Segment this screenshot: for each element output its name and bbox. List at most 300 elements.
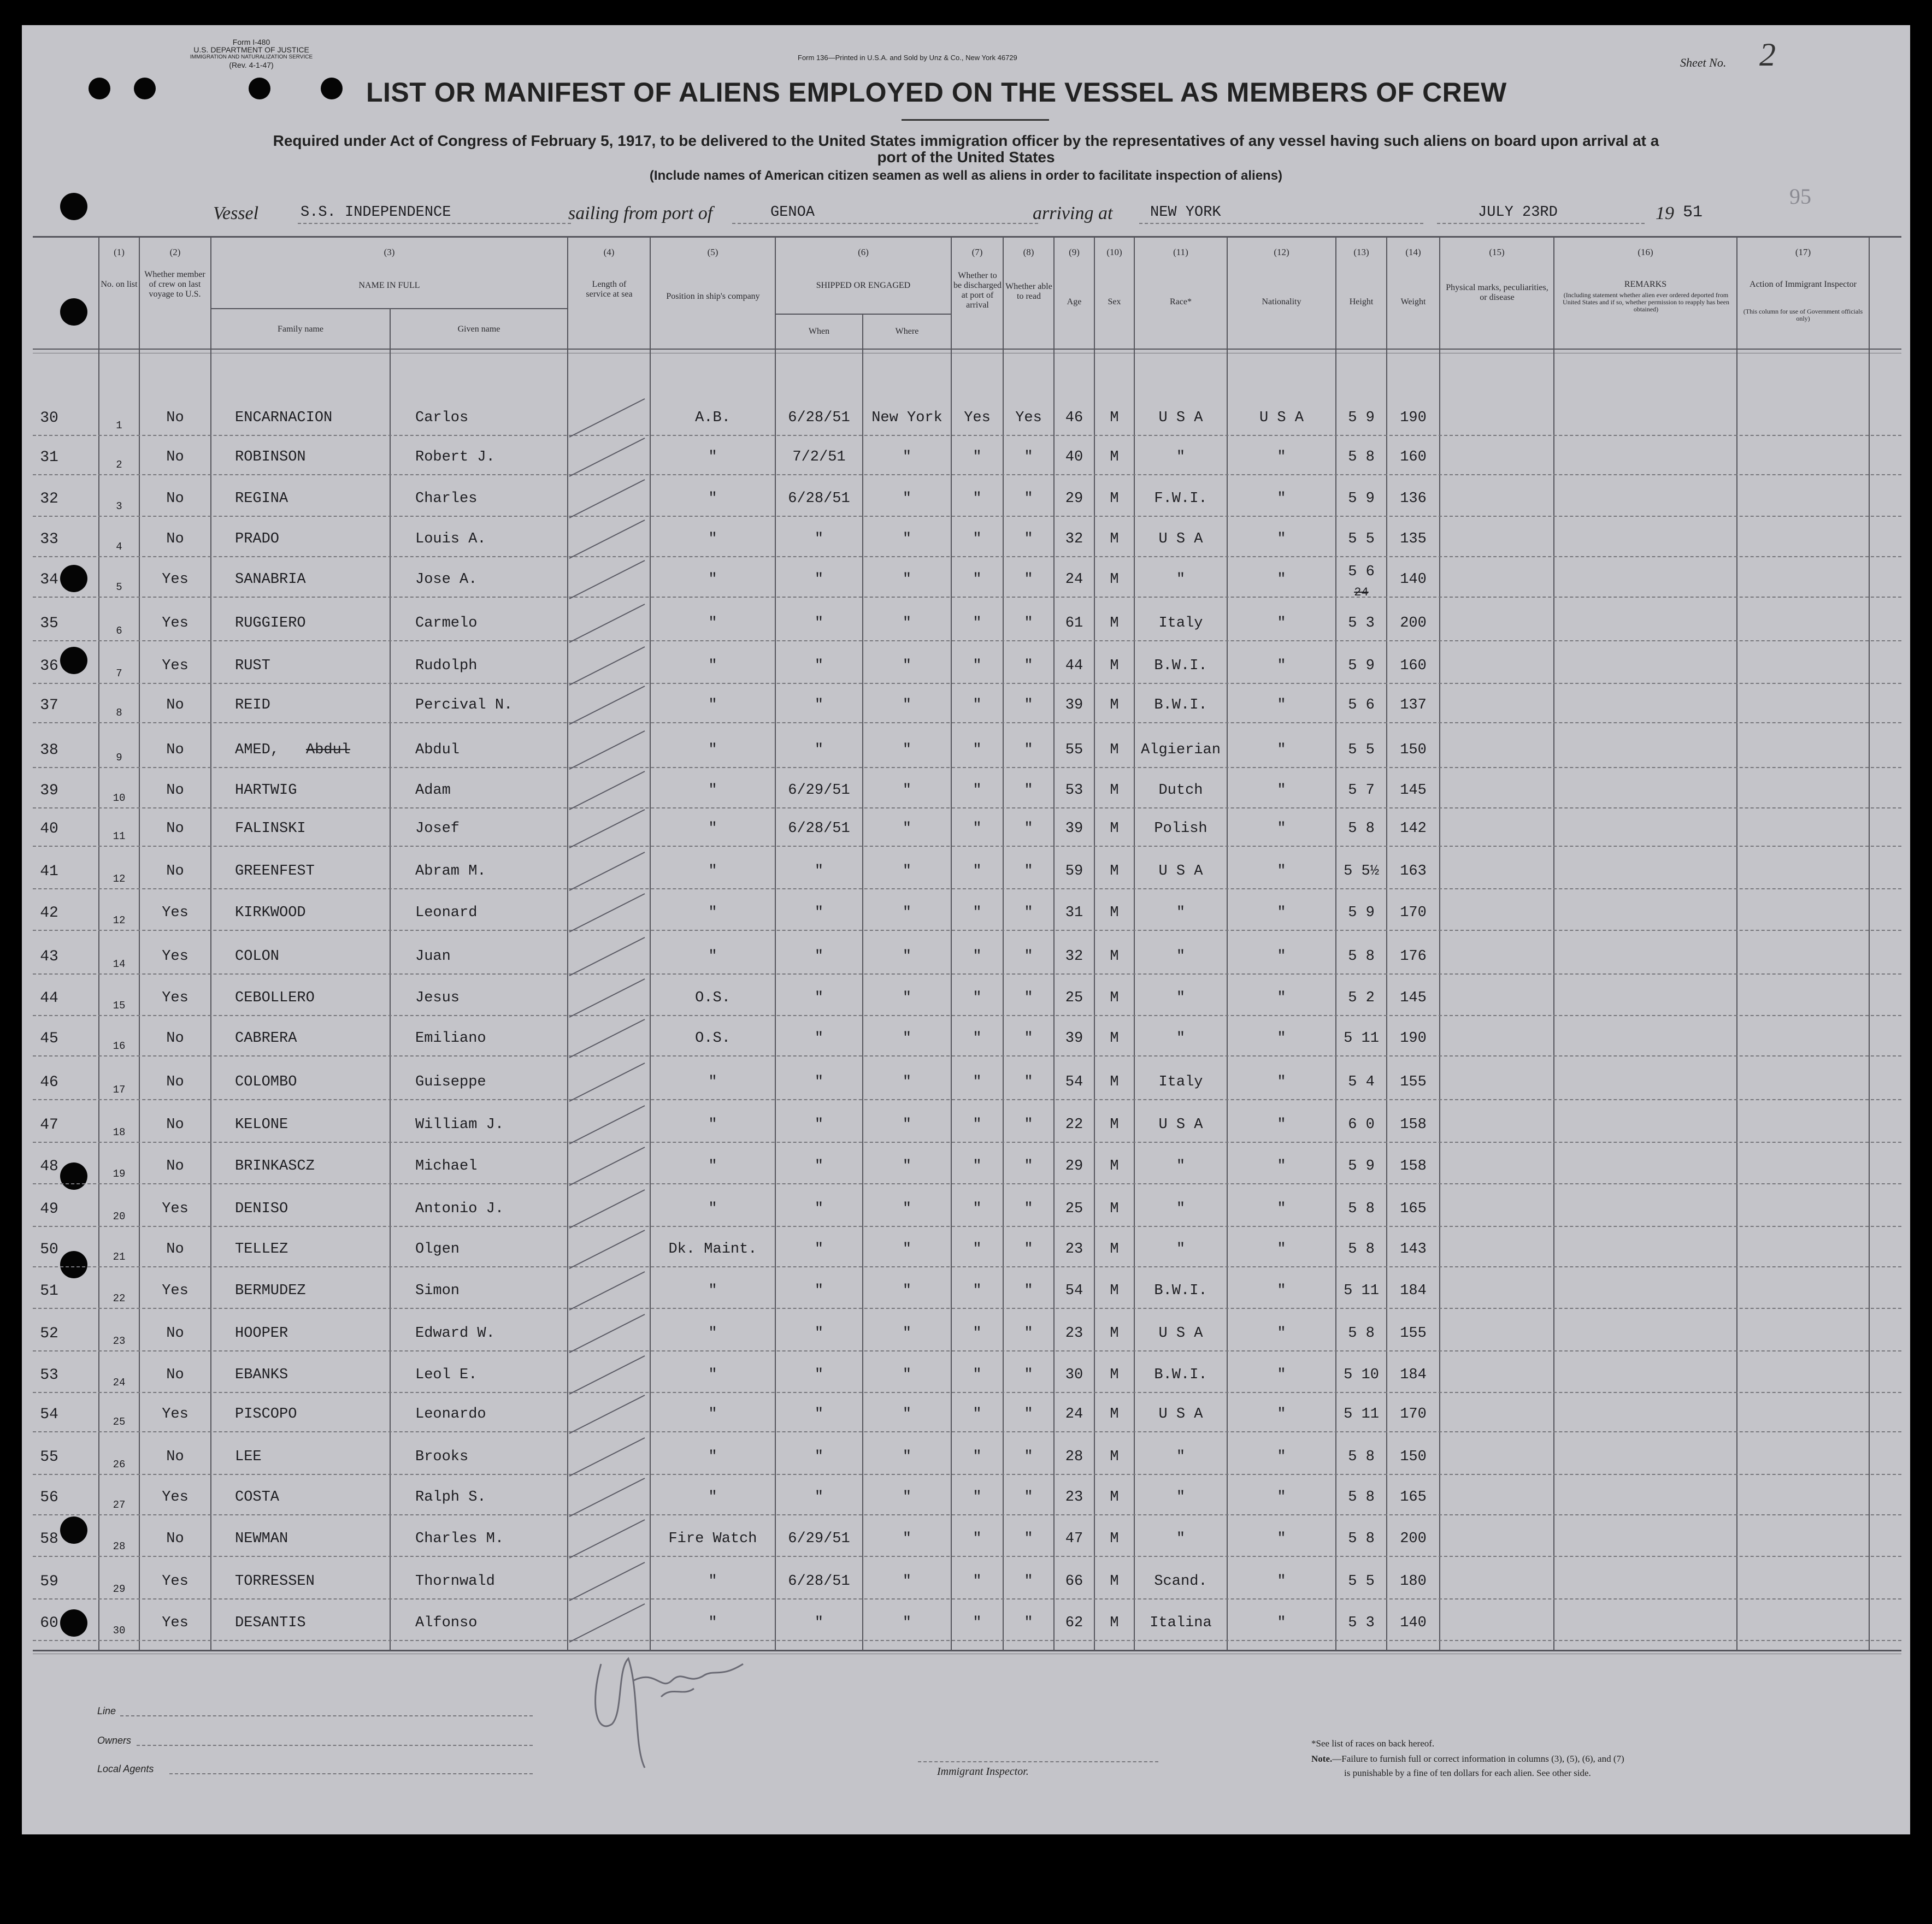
- cell-read: ": [1024, 1241, 1033, 1258]
- cell-sex: M: [1110, 658, 1119, 674]
- col-given-name: Given name: [457, 324, 500, 334]
- cell-height: 5 9: [1348, 491, 1375, 507]
- cell-age: 44: [1065, 658, 1083, 674]
- cell-crew: No: [166, 449, 184, 465]
- row-rule: [33, 973, 1901, 975]
- row-rule: [33, 1431, 1901, 1432]
- cell-sex: M: [1110, 531, 1119, 547]
- punch-hole: [60, 193, 87, 220]
- cell-seq: 37: [40, 697, 58, 714]
- cell-family: FALINSKI: [235, 821, 306, 837]
- cell-family: CEBOLLERO: [235, 990, 315, 1006]
- cell-seq: 33: [40, 531, 58, 548]
- cell-when: ": [814, 1325, 824, 1342]
- cell-weight: 150: [1400, 1449, 1427, 1465]
- cell-family: DESANTIS: [235, 1615, 306, 1631]
- cell-disch: ": [973, 1406, 982, 1423]
- cell-crew: No: [166, 863, 184, 880]
- pencil-tick: [569, 810, 645, 848]
- row-rule: [33, 1055, 1901, 1057]
- cell-read: ": [1024, 742, 1033, 758]
- pencil-tick: [569, 1063, 645, 1101]
- cell-nat: ": [1277, 697, 1286, 713]
- cell-weight: 190: [1400, 1030, 1427, 1047]
- cell-pos: O.S.: [695, 1030, 731, 1047]
- cell-race: U S A: [1158, 1117, 1203, 1133]
- cell-family: PRADO: [235, 531, 280, 547]
- cell-nat: ": [1277, 990, 1286, 1006]
- col-no-on-list: No. on list: [101, 280, 138, 289]
- cell-pos: ": [708, 615, 717, 632]
- pencil-tick: [569, 1147, 645, 1185]
- cell-disch: ": [973, 742, 982, 758]
- cell-race: ": [1176, 1241, 1186, 1258]
- cell-read: ": [1024, 905, 1033, 921]
- cell-crew: No: [166, 782, 184, 799]
- title-rule: [902, 119, 1049, 121]
- cell-disch: ": [973, 905, 982, 921]
- row-rule: [33, 1514, 1901, 1515]
- cell-disch: ": [973, 1531, 982, 1547]
- cell-sex: M: [1110, 821, 1119, 837]
- cell-read: ": [1024, 1573, 1033, 1590]
- cell-age: 47: [1065, 1531, 1083, 1547]
- cell-given: Guiseppe: [415, 1074, 486, 1090]
- cell-where: ": [902, 1030, 912, 1047]
- row-rule: [33, 807, 1901, 808]
- vessel-label: Vessel: [213, 203, 259, 223]
- cell-when: 6/28/51: [788, 821, 850, 837]
- cell-seq: 58: [40, 1531, 58, 1548]
- cell-sex: M: [1110, 1615, 1119, 1631]
- cell-seq: 54: [40, 1406, 58, 1423]
- cell-pos: ": [708, 948, 717, 965]
- cell-family: BERMUDEZ: [235, 1283, 306, 1299]
- cell-crew: No: [166, 1241, 184, 1258]
- cell-age: 54: [1065, 1074, 1083, 1090]
- cell-age: 23: [1065, 1325, 1083, 1342]
- cell-race: ": [1176, 1030, 1186, 1047]
- cell-crew: No: [166, 1030, 184, 1047]
- cell-seq: 44: [40, 990, 58, 1007]
- list-number: 16: [113, 1040, 126, 1052]
- cell-age: 59: [1065, 863, 1083, 880]
- cell-crew: Yes: [162, 948, 189, 965]
- col-family-name: Family name: [278, 324, 323, 334]
- sheet-number: 2: [1759, 37, 1776, 73]
- cell-nat: ": [1277, 1158, 1286, 1175]
- cell-weight: 155: [1400, 1074, 1427, 1090]
- list-number: 18: [113, 1126, 126, 1138]
- pencil-tick: [569, 979, 645, 1017]
- col2-number: (2): [169, 247, 181, 257]
- list-number: 29: [113, 1583, 126, 1595]
- cell-disch: ": [973, 782, 982, 799]
- cell-weight: 160: [1400, 449, 1427, 465]
- owners-label: Owners: [97, 1735, 132, 1746]
- cell-where: ": [902, 1325, 912, 1342]
- cell-seq: 47: [40, 1117, 58, 1134]
- printer-line: Form 136—Printed in U.S.A. and Sold by Unz & Co., New York 46729: [798, 54, 1017, 62]
- cell-when: ": [814, 1283, 824, 1299]
- cell-where: ": [902, 1406, 912, 1423]
- cell-read: ": [1024, 1283, 1033, 1299]
- col-position: Position in ship's company: [666, 292, 760, 301]
- cell-where: ": [902, 782, 912, 799]
- col-action-inspector: Action of Immigrant Inspector: [1750, 280, 1857, 289]
- cell-seq: 56: [40, 1489, 58, 1506]
- cell-where: ": [902, 1201, 912, 1217]
- pencil-tick: [569, 1314, 645, 1353]
- cell-given: Abram M.: [415, 863, 486, 880]
- cell-sex: M: [1110, 742, 1119, 758]
- cell-given: Jose A.: [415, 571, 478, 588]
- cell-race: Scand.: [1154, 1573, 1207, 1590]
- cell-crew: No: [166, 1117, 184, 1133]
- cell-family: PISCOPO: [235, 1406, 297, 1423]
- col6-number: (6): [858, 247, 869, 257]
- cell-disch: ": [973, 990, 982, 1006]
- cell-race: B.W.I.: [1154, 1283, 1207, 1299]
- pencil-tick: [569, 1356, 645, 1394]
- cell-weight: 140: [1400, 571, 1427, 588]
- cell-nat: ": [1277, 658, 1286, 674]
- cell-height: 5 6: [1348, 564, 1375, 580]
- cell-age: 55: [1065, 742, 1083, 758]
- pencil-tick: [569, 1562, 645, 1601]
- cell-seq: 30: [40, 410, 58, 427]
- cell-where: ": [902, 1158, 912, 1175]
- col-physical-marks: Physical marks, peculiarities, or disease: [1446, 283, 1548, 302]
- cell-read: ": [1024, 1531, 1033, 1547]
- department: U.S. DEPARTMENT OF JUSTICE: [193, 45, 309, 54]
- cell-weight: 190: [1400, 410, 1427, 426]
- list-number: 11: [113, 830, 126, 842]
- cell-height: 5 8: [1348, 1489, 1375, 1506]
- cell-given: Jesus: [415, 990, 460, 1006]
- col-able-to-read: Whether able to read: [1005, 282, 1052, 301]
- port-from: GENOA: [770, 204, 815, 221]
- cell-crew: No: [166, 1325, 184, 1342]
- cell-height: 5 10: [1344, 1367, 1379, 1383]
- cell-weight: 155: [1400, 1325, 1427, 1342]
- cell-height: 5 8: [1348, 1325, 1375, 1342]
- cell-height: 5 5: [1348, 742, 1375, 758]
- cell-given: Robert J.: [415, 449, 495, 465]
- col1-number: (1): [114, 247, 125, 257]
- list-number: 12: [113, 873, 126, 885]
- list-number: 14: [113, 958, 126, 970]
- row-rule: [33, 1640, 1901, 1641]
- cell-pos: ": [708, 1615, 717, 1631]
- pencil-ticks: [568, 353, 649, 1648]
- cell-nat: ": [1277, 863, 1286, 880]
- cell-age: 30: [1065, 1367, 1083, 1383]
- list-number: 24: [113, 1377, 126, 1389]
- cell-family: AMED,: [235, 742, 280, 758]
- cell-height: 5 8: [1348, 1531, 1375, 1547]
- cell-nat: U S A: [1259, 410, 1304, 426]
- cell-height: 5 6: [1348, 697, 1375, 713]
- cell-sex: M: [1110, 1325, 1119, 1342]
- races-note: *See list of races on back hereof.: [1311, 1738, 1435, 1749]
- cell-disch: ": [973, 1367, 982, 1383]
- cell-race: ": [1176, 990, 1186, 1006]
- cell-where: New York: [871, 410, 943, 426]
- cell-read: ": [1024, 1449, 1033, 1465]
- cell-height: 5 7: [1348, 782, 1375, 799]
- cell-nat: ": [1277, 948, 1286, 965]
- cell-nat: ": [1277, 1283, 1286, 1299]
- cell-age: 28: [1065, 1449, 1083, 1465]
- row-rule: [33, 516, 1901, 517]
- cell-family: BRINKASCZ: [235, 1158, 315, 1175]
- form-id-block: [175, 38, 328, 69]
- cell-age: 23: [1065, 1489, 1083, 1506]
- col-name-in-full: NAME IN FULL: [358, 281, 420, 290]
- list-number: 7: [116, 668, 122, 680]
- cell-sex: M: [1110, 905, 1119, 921]
- cell-seq: 49: [40, 1201, 58, 1218]
- cell-read: ": [1024, 1489, 1033, 1506]
- cell-crew: Yes: [162, 571, 189, 588]
- cell-race: ": [1176, 1489, 1186, 1506]
- cell-given: Alfonso: [415, 1615, 478, 1631]
- cell-where: ": [902, 658, 912, 674]
- cell-disch: ": [973, 1573, 982, 1590]
- note-label: Note.: [1311, 1754, 1333, 1764]
- cell-height: 5 5½: [1344, 863, 1379, 880]
- cell-sex: M: [1110, 863, 1119, 880]
- pencil-tick: [569, 1230, 645, 1268]
- subtitle-line-3: (Include names of American citizen seamen as well as aliens in order to facilitate inspection of aliens): [649, 168, 1283, 183]
- cell-height: 5 8: [1348, 449, 1375, 465]
- cell-disch: ": [973, 1201, 982, 1217]
- cell-when: ": [814, 1241, 824, 1258]
- cell-family: COLON: [235, 948, 280, 965]
- cell-race: ": [1176, 571, 1186, 588]
- cell-nat: ": [1277, 1117, 1286, 1133]
- cell-nat: ": [1277, 615, 1286, 632]
- cell-race: U S A: [1158, 1406, 1203, 1423]
- cell-seq: 53: [40, 1367, 58, 1384]
- cell-seq: 42: [40, 905, 58, 922]
- col-height: Height: [1349, 297, 1374, 306]
- cell-crew: Yes: [162, 1201, 189, 1217]
- cell-crew: No: [166, 531, 184, 547]
- cell-sex: M: [1110, 1117, 1119, 1133]
- cell-age: 31: [1065, 905, 1083, 921]
- cell-race: F.W.I.: [1154, 491, 1207, 507]
- col-shipped-or-engaged: SHIPPED OR ENGAGED: [816, 281, 911, 290]
- cell-crew: Yes: [162, 658, 189, 674]
- row-rule: [33, 767, 1901, 768]
- sheet-label: Sheet No.: [1680, 56, 1727, 69]
- cell-weight: 170: [1400, 1406, 1427, 1423]
- cell-race: ": [1176, 1158, 1186, 1175]
- cell-where: ": [902, 1367, 912, 1383]
- cell-nat: ": [1277, 1531, 1286, 1547]
- cell-disch: ": [973, 491, 982, 507]
- cell-age: 66: [1065, 1573, 1083, 1590]
- cell-read: ": [1024, 531, 1033, 547]
- cell-crew: No: [166, 1449, 184, 1465]
- cell-age: 32: [1065, 531, 1083, 547]
- list-number: 3: [116, 500, 122, 512]
- vessel-name: S.S. INDEPENDENCE: [301, 204, 451, 221]
- cell-race: U S A: [1158, 410, 1203, 426]
- cell-sex: M: [1110, 1449, 1119, 1465]
- row-rule: [33, 1142, 1901, 1143]
- cell-pos: ": [708, 1283, 717, 1299]
- col-age: Age: [1067, 297, 1082, 306]
- cell-pos: ": [708, 1449, 717, 1465]
- cell-race: ": [1176, 1449, 1186, 1465]
- cell-given: Edward W.: [415, 1325, 495, 1342]
- cell-sex: M: [1110, 1158, 1119, 1175]
- cell-read: ": [1024, 821, 1033, 837]
- cell-race: Italy: [1158, 615, 1203, 632]
- cell-age: 62: [1065, 1615, 1083, 1631]
- cell-disch: ": [973, 1325, 982, 1342]
- cell-disch: ": [973, 1030, 982, 1047]
- cell-family: TORRESSEN: [235, 1573, 315, 1590]
- cell-crew: No: [166, 1367, 184, 1383]
- cell-weight: 200: [1400, 615, 1427, 632]
- revision: (Rev. 4-1-47): [229, 61, 274, 69]
- cell-seq: 32: [40, 491, 58, 507]
- cell-crew: No: [166, 1531, 184, 1547]
- pencil-tick: [569, 771, 645, 810]
- pencil-tick: [569, 399, 645, 437]
- cell-pos: ": [708, 1489, 717, 1506]
- cell-height: 5 9: [1348, 410, 1375, 426]
- row-rule: [33, 846, 1901, 847]
- struck-family-name: Abdul: [306, 742, 351, 758]
- cell-seq: 43: [40, 948, 58, 965]
- row-rule: [33, 1392, 1901, 1393]
- cell-family: SANABRIA: [235, 571, 306, 588]
- list-number: 4: [116, 541, 122, 553]
- cell-height: 5 4: [1348, 1074, 1375, 1090]
- cell-pos: ": [708, 1406, 717, 1423]
- cell-pos: ": [708, 1117, 717, 1133]
- cell-when: ": [814, 697, 824, 713]
- list-number: 2: [116, 459, 122, 471]
- col-when: When: [808, 327, 830, 336]
- cell-pos: Dk. Maint.: [668, 1241, 757, 1258]
- cell-nat: ": [1277, 1573, 1286, 1590]
- cell-pos: ": [708, 531, 717, 547]
- row-rule: [33, 683, 1901, 684]
- cell-sex: M: [1110, 491, 1119, 507]
- cell-nat: ": [1277, 1449, 1286, 1465]
- cell-height: 5 8: [1348, 1201, 1375, 1217]
- list-number: 9: [116, 752, 122, 764]
- cell-family: ENCARNACION: [235, 410, 333, 426]
- cell-race: Algierian: [1141, 742, 1221, 758]
- cell-when: ": [814, 1201, 824, 1217]
- cell-sex: M: [1110, 1489, 1119, 1506]
- col-where: Where: [895, 327, 919, 336]
- cell-age: 46: [1065, 410, 1083, 426]
- cell-height: 5 3: [1348, 1615, 1375, 1631]
- cell-sex: M: [1110, 782, 1119, 799]
- row-rule: [33, 1556, 1901, 1557]
- cell-age: 23: [1065, 1241, 1083, 1258]
- cell-height: 5 11: [1344, 1283, 1379, 1299]
- cell-age: 53: [1065, 782, 1083, 799]
- col8-number: (8): [1023, 247, 1034, 257]
- cell-where: ": [902, 863, 912, 880]
- cell-given: Charles M.: [415, 1531, 504, 1547]
- pencil-tick: [569, 1438, 645, 1476]
- cell-when: ": [814, 615, 824, 632]
- cell-where: ": [902, 905, 912, 921]
- cell-given: Abdul: [415, 742, 460, 758]
- cell-age: 39: [1065, 821, 1083, 837]
- cell-pos: ": [708, 905, 717, 921]
- list-number: 8: [116, 707, 122, 719]
- cell-given: Juan: [415, 948, 451, 965]
- list-number: 26: [113, 1459, 126, 1471]
- cell-family: RUGGIERO: [235, 615, 306, 632]
- row-rule: [33, 930, 1901, 931]
- cell-age: 32: [1065, 948, 1083, 965]
- cell-weight: 145: [1400, 782, 1427, 799]
- pencil-tick: [569, 604, 645, 642]
- cell-where: ": [902, 1074, 912, 1090]
- list-number: 1: [116, 420, 122, 432]
- cell-read: ": [1024, 863, 1033, 880]
- pencil-tick: [569, 1478, 645, 1516]
- cell-crew: Yes: [162, 1406, 189, 1423]
- cell-when: ": [814, 1406, 824, 1423]
- cell-nat: ": [1277, 1241, 1286, 1258]
- cell-disch: ": [973, 615, 982, 632]
- subtitle-line-2: port of the United States: [877, 149, 1055, 166]
- cell-age: 22: [1065, 1117, 1083, 1133]
- cell-when: 6/28/51: [788, 410, 850, 426]
- list-number: 22: [113, 1292, 126, 1305]
- arrival-date: JULY 23RD: [1478, 204, 1558, 221]
- cell-read: ": [1024, 1030, 1033, 1047]
- col-weight: Weight: [1400, 297, 1426, 306]
- cell-nat: ": [1277, 1406, 1286, 1423]
- cell-sex: M: [1110, 1241, 1119, 1258]
- cell-weight: 184: [1400, 1283, 1427, 1299]
- cell-nat: ": [1277, 571, 1286, 588]
- penalty-note: [1311, 1754, 1624, 1764]
- cell-crew: Yes: [162, 615, 189, 632]
- cell-read: ": [1024, 1406, 1033, 1423]
- cell-sex: M: [1110, 615, 1119, 632]
- cell-pos: ": [708, 1573, 717, 1590]
- row-rule: [33, 1099, 1901, 1100]
- cell-weight: 170: [1400, 905, 1427, 921]
- cell-seq: 52: [40, 1325, 58, 1342]
- list-number: 12: [113, 914, 126, 926]
- cell-given: Louis A.: [415, 531, 486, 547]
- cell-weight: 165: [1400, 1201, 1427, 1217]
- pencil-tick: [569, 1019, 645, 1058]
- cell-weight: 163: [1400, 863, 1427, 880]
- cell-race: U S A: [1158, 863, 1203, 880]
- cell-disch: ": [973, 1283, 982, 1299]
- cell-seq: 60: [40, 1615, 58, 1632]
- cell-age: 25: [1065, 1201, 1083, 1217]
- form-id: Form I-480: [232, 38, 270, 46]
